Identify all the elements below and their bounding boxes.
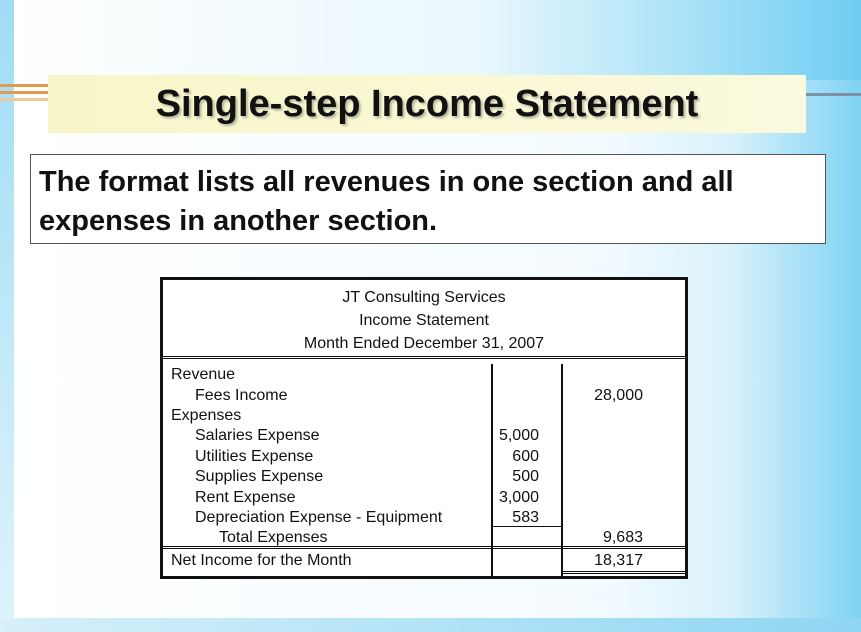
title-banner <box>48 75 806 133</box>
total-expenses-amount: 9,683 <box>602 529 643 546</box>
revenue-item-amount: 28,000 <box>594 387 643 404</box>
expense-item-amount: 500 <box>512 468 539 485</box>
net-income-double-underline <box>563 571 685 577</box>
expense-item-amount: 5,000 <box>498 427 539 444</box>
description-box <box>30 154 826 244</box>
net-income-amount: 18,317 <box>594 552 643 569</box>
company-name: JT Consulting Services <box>342 289 506 306</box>
column-divider-right <box>561 364 563 576</box>
revenue-item-label: Fees Income <box>195 387 288 404</box>
background-left-stripe <box>0 0 14 632</box>
statement-name: Income Statement <box>359 312 489 329</box>
decorative-lines-left <box>0 84 50 87</box>
background-bottom-band <box>0 618 861 632</box>
revenue-heading: Revenue <box>171 366 236 383</box>
expense-item-label: Depreciation Expense - Equipment <box>195 509 443 526</box>
statement-period: Month Ended December 31, 2007 <box>303 335 545 352</box>
description-text: The format lists all revenues in one section and all expenses in another section. <box>39 166 734 237</box>
expense-item-amount: 3,000 <box>498 489 539 506</box>
expense-item-label: Salaries Expense <box>195 427 320 444</box>
statement-header <box>163 280 685 359</box>
expense-item-label: Utilities Expense <box>195 448 314 465</box>
expense-item-label: Rent Expense <box>195 489 296 506</box>
total-expenses-label: Total Expenses <box>219 529 328 546</box>
income-statement-table <box>160 277 688 579</box>
expenses-heading: Expenses <box>171 407 242 424</box>
decorative-line-right <box>806 93 861 96</box>
expense-item-amount: 600 <box>512 448 539 465</box>
expense-item-amount: 583 <box>512 509 539 526</box>
expense-item-label: Supplies Expense <box>195 468 324 485</box>
column-divider-left <box>491 364 493 576</box>
net-income-label: Net Income for the Month <box>171 552 352 569</box>
slide-title: Single-step Income Statement <box>155 82 699 125</box>
background-top-band <box>0 0 861 80</box>
subtotal-rule <box>493 526 561 527</box>
